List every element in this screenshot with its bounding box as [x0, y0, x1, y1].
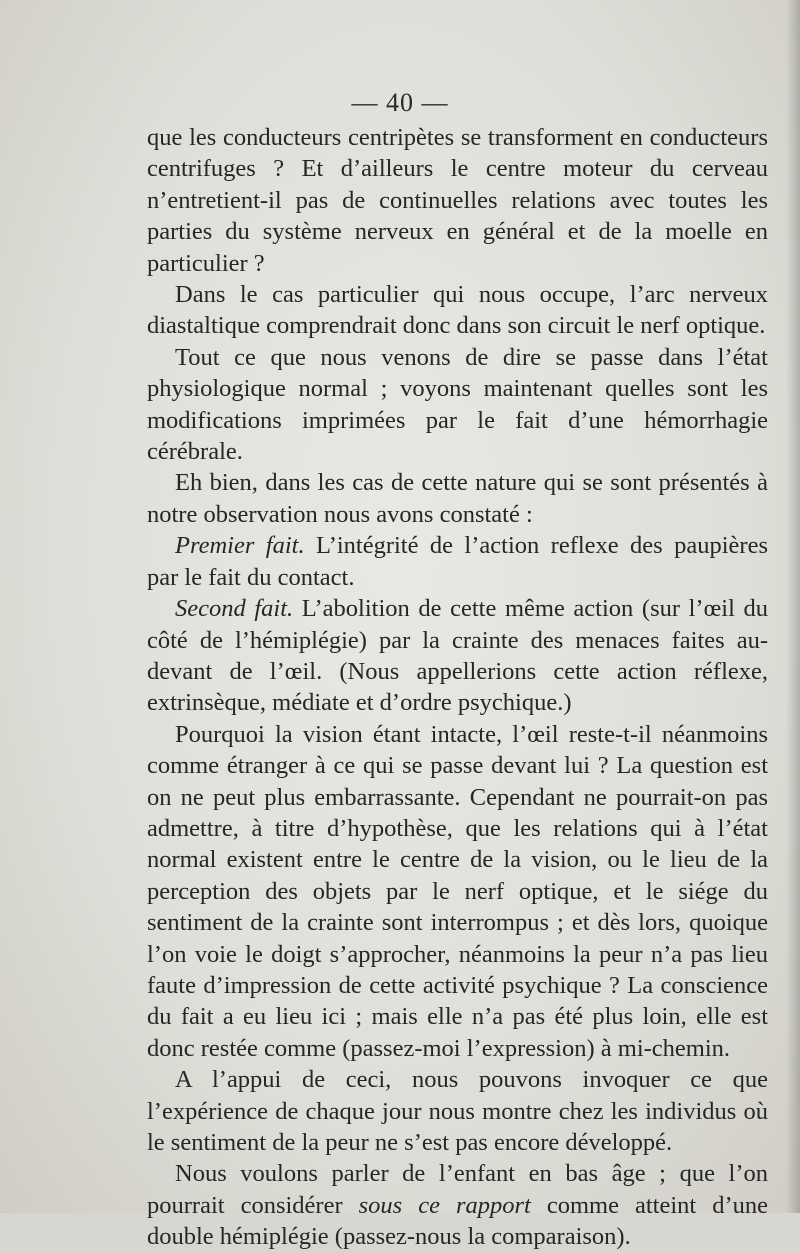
- paragraph-4-text: Eh bien, dans les cas de cette nature qui se sont présentés à notre observation nous avons constaté :: [147, 469, 768, 528]
- paragraph-1: [147, 122, 768, 279]
- body-text: [147, 122, 768, 1253]
- paragraph-2-text: Dans le cas particulier qui nous occupe, l’arc nerveux diastaltique comprendrait donc dans son circuit le nerf optique.: [147, 281, 768, 340]
- paragraph-6: [147, 593, 768, 719]
- paragraph-9-italic: sous ce rapport: [358, 1191, 531, 1219]
- paragraph-3-text: Tout ce que nous venons de dire se passe dans l’état physiologique normal ; voyons maintenant quelles sont les modifications imprimées par le fait d’une hémorrhagie cérébrale.: [147, 343, 768, 466]
- paragraph-5: [147, 530, 768, 593]
- page-edge-shadow: [786, 0, 800, 1213]
- paragraph-4: [147, 467, 768, 530]
- paragraph-1-text: que les conducteurs centripètes se transforment en conducteurs centrifuges ? Et d’ailleurs le centre moteur du cerveau n’entretient-il pas de continuelles relations avec toutes les parties du système nerveux en général et de la moelle en particulier ?: [147, 124, 768, 277]
- paragraph-9-tail: comme atteint d’une double hémiplégie (passez-nous la comparaison).: [147, 1191, 768, 1251]
- paragraph-8: [147, 1064, 768, 1158]
- paragraph-5-text: L’intégrité de l’action reflexe des paupières par le fait du contact.: [147, 532, 768, 591]
- paragraph-9-text: Nous voulons parler de l’enfant en bas âge ; que l’on pourrait considérer: [147, 1160, 768, 1219]
- paragraph-5-lead: Premier fait.: [175, 532, 305, 560]
- paragraph-3: [147, 342, 768, 468]
- paragraph-2: [147, 279, 768, 342]
- paragraph-9: [147, 1158, 768, 1252]
- paragraph-8-text: A l’appui de ceci, nous pouvons invoquer ce que l’expérience de chaque jour nous montre chez les individus où le sentiment de la peur ne s’est pas encore développé.: [147, 1066, 768, 1156]
- paragraph-7-text: Pourquoi la vision étant intacte, l’œil reste-t-il néanmoins comme étranger à ce qui se passe devant lui ? La question est on ne peut plus embarrassante. Cependant ne pourrait-on pas admettre, à titre d’hypothèse, que les relations qui à l’état normal existent entre le centre de la vision, ou le lieu de la perception des objets par le nerf optique, et le siége du sentiment de la crainte sont interrompus ; et dès lors, quoique l’on voie le doigt s’approcher, néanmoins la peur n’a pas lieu faute d’impression de cette activité psychique ? La conscience du fait a eu lieu ici ; mais elle n’a pas été plus loin, elle est donc restée comme (passez-moi l’expression) à mi-chemin.: [147, 720, 768, 1062]
- page-number: — 40 —: [351, 88, 449, 117]
- paragraph-6-text: L’abolition de cette même action (sur l’œil du côté de l’hémiplégie) par la crainte des menaces faites au-devant de l’œil. (Nous appellerions cette action réflexe, extrinsèque, médiate et d’ordre psychique.): [147, 595, 769, 717]
- paragraph-7: [147, 719, 768, 1064]
- paragraph-6-lead: Second fait.: [175, 595, 294, 623]
